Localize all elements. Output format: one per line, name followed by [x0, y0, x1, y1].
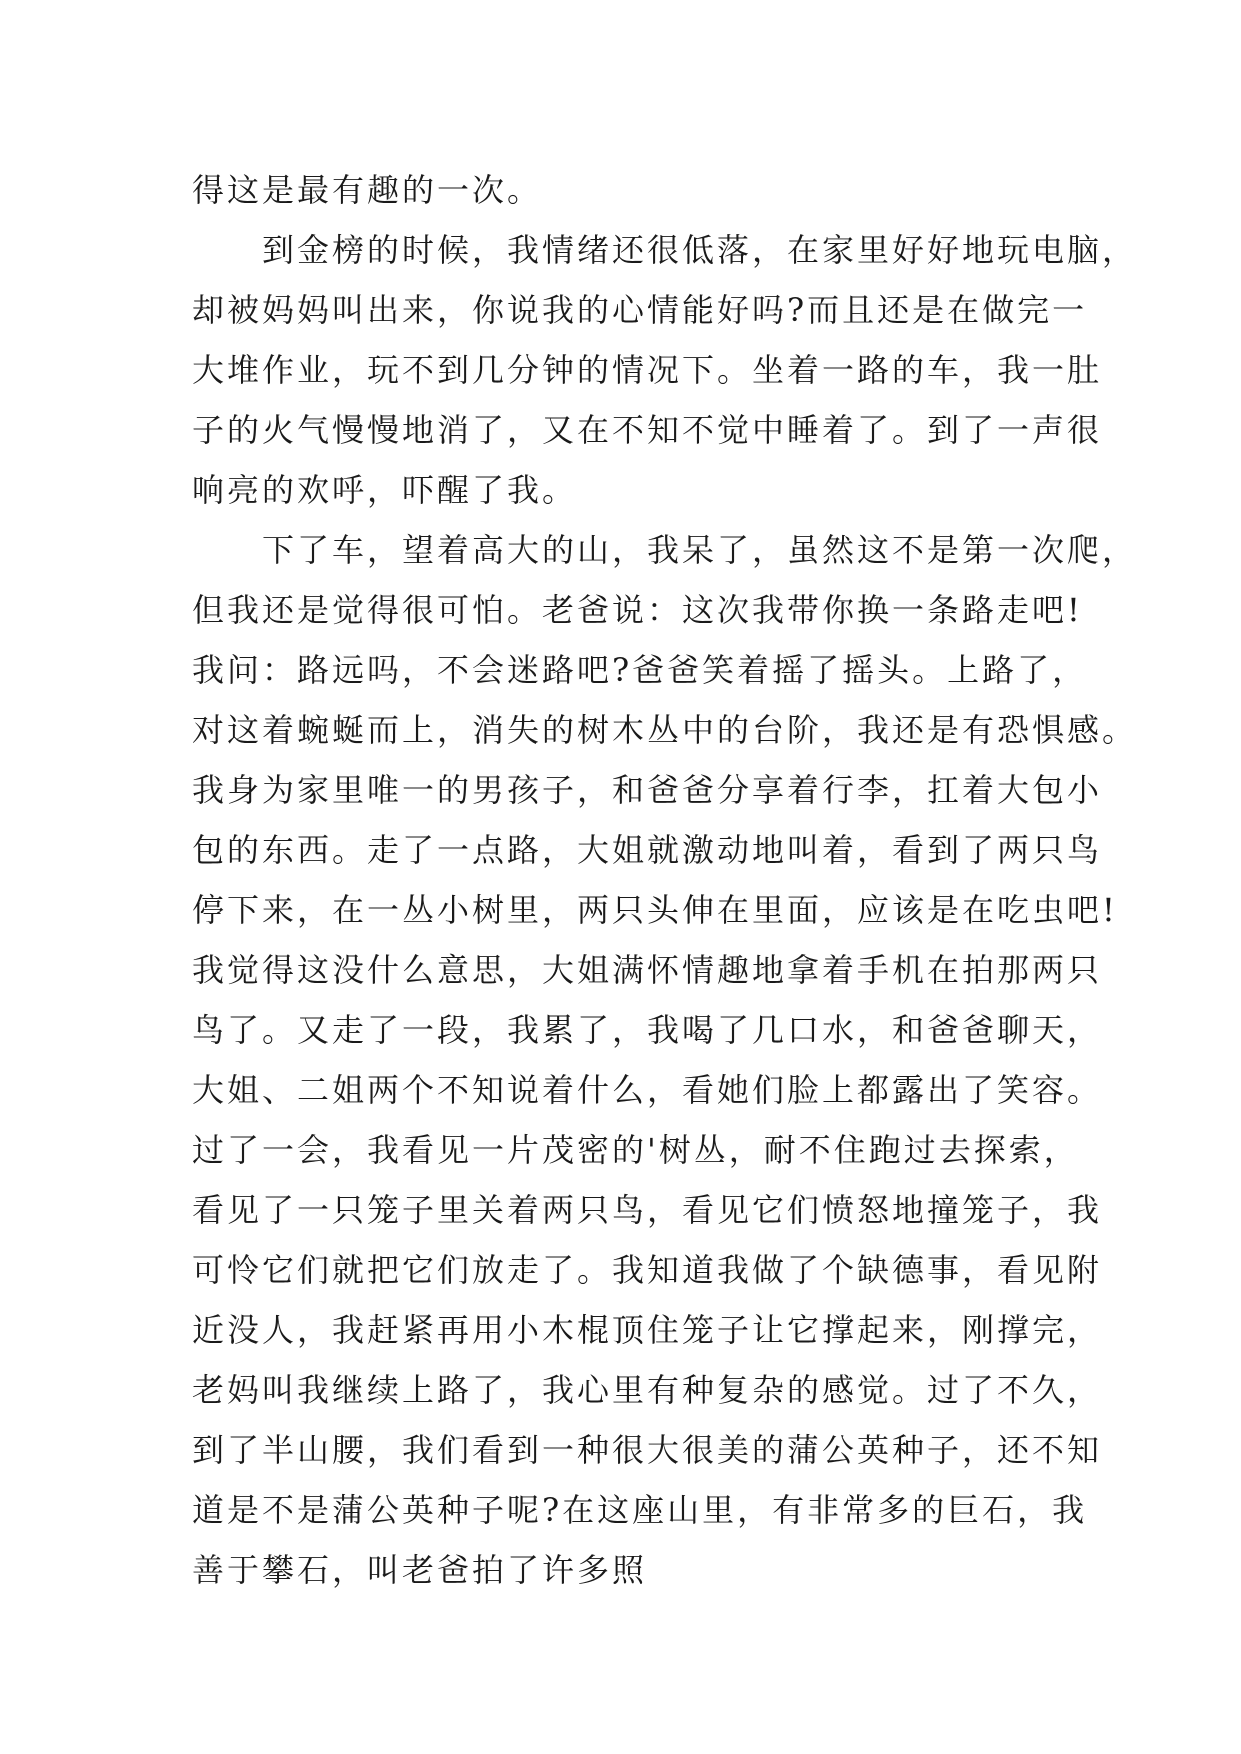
- text-line: 我问：路远吗，不会迷路吧?爸爸笑着摇了摇头。上路了，: [192, 651, 1088, 689]
- text-line: 响亮的欢呼，吓醒了我。: [192, 471, 578, 509]
- text-line: 我身为家里唯一的男孩子，和爸爸分享着行李，扛着大包小: [192, 771, 1103, 809]
- text-line: 停下来，在一丛小树里，两只头伸在里面，应该是在吃虫吧!: [192, 891, 1118, 929]
- text-line: 但我还是觉得很可怕。老爸说：这次我带你换一条路走吧!: [192, 591, 1083, 629]
- text-line: 到了半山腰，我们看到一种很大很美的蒲公英种子，还不知: [192, 1431, 1103, 1469]
- text-line: 子的火气慢慢地消了，又在不知不觉中睡着了。到了一声很: [192, 411, 1103, 449]
- text-line: 道是不是蒲公英种子呢?在这座山里，有非常多的巨石，我: [192, 1491, 1088, 1529]
- text-line: 却被妈妈叫出来，你说我的心情能好吗?而且还是在做完一: [192, 291, 1088, 329]
- text-line: 可怜它们就把它们放走了。我知道我做了个缺德事，看见附: [192, 1251, 1103, 1289]
- text-line: 得这是最有趣的一次。: [192, 171, 543, 209]
- text-line: 大堆作业，玩不到几分钟的情况下。坐着一路的车，我一肚: [192, 351, 1103, 389]
- text-line: 包的东西。走了一点路，大姐就激动地叫着，看到了两只鸟: [192, 831, 1103, 869]
- text-line: 过了一会，我看见一片茂密的'树丛，耐不住跑过去探索，: [192, 1131, 1079, 1169]
- paragraph-start-line: 下了车，望着高大的山，我呆了，虽然这不是第一次爬，: [262, 531, 1138, 569]
- text-line: 大姐、二姐两个不知说着什么，看她们脸上都露出了笑容。: [192, 1071, 1103, 1109]
- text-line: 善于攀石，叫老爸拍了许多照: [192, 1551, 648, 1589]
- text-line: 对这着蜿蜒而上，消失的树木丛中的台阶，我还是有恐惧感。: [192, 711, 1138, 749]
- text-line: 鸟了。又走了一段，我累了，我喝了几口水，和爸爸聊天，: [192, 1011, 1103, 1049]
- text-line: 近没人，我赶紧再用小木棍顶住笼子让它撑起来，刚撑完，: [192, 1311, 1103, 1349]
- text-line: 老妈叫我继续上路了，我心里有种复杂的感觉。过了不久，: [192, 1371, 1103, 1409]
- text-line: 我觉得这没什么意思，大姐满怀情趣地拿着手机在拍那两只: [192, 951, 1103, 989]
- paragraph-start-line: 到金榜的时候，我情绪还很低落，在家里好好地玩电脑，: [262, 231, 1138, 269]
- text-line: 看见了一只笼子里关着两只鸟，看见它们愤怒地撞笼子，我: [192, 1191, 1103, 1229]
- essay-body: [192, 160, 1138, 1600]
